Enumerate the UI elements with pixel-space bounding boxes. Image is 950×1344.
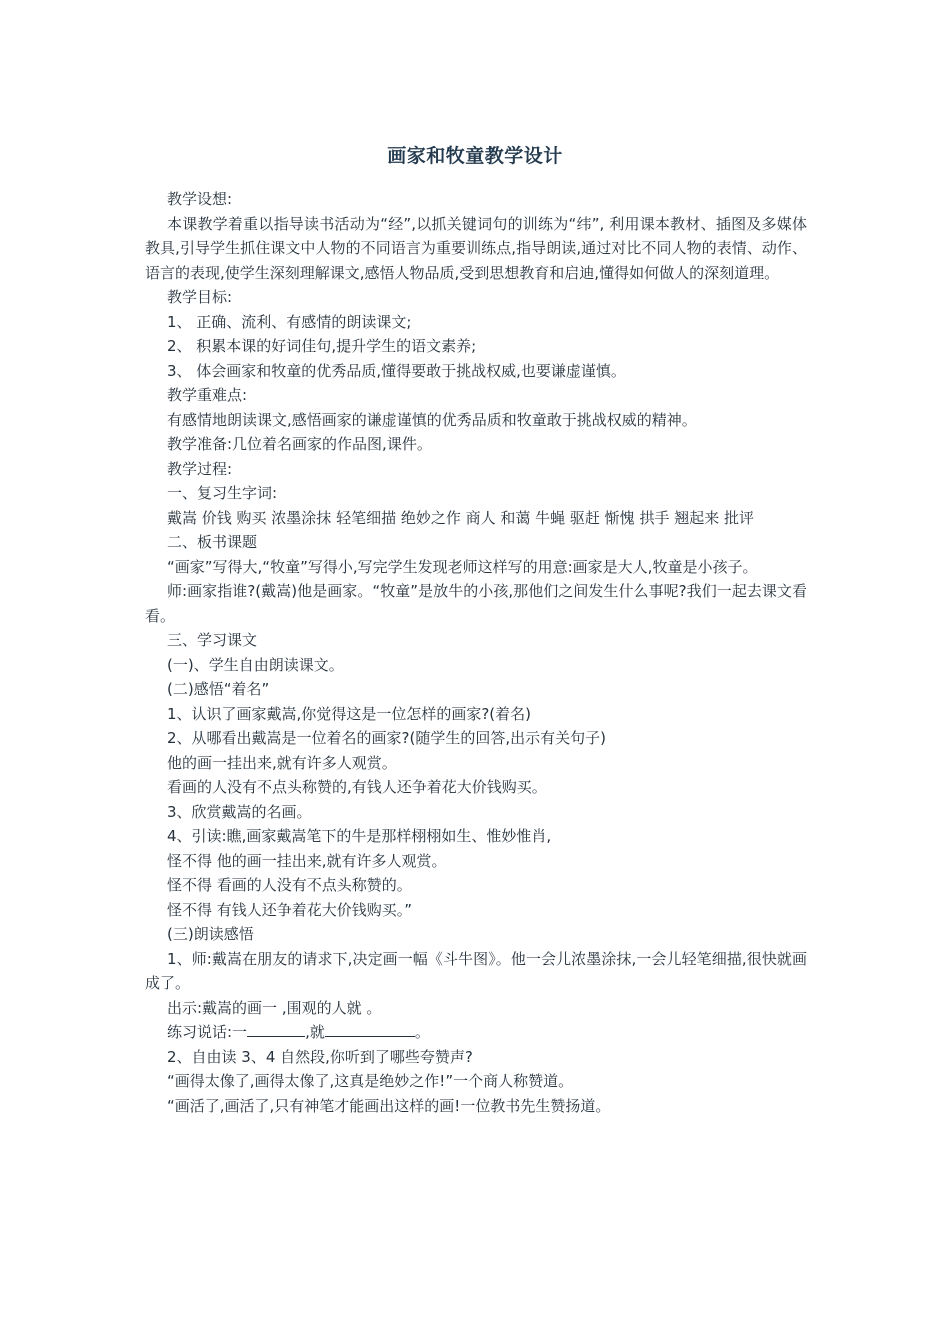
paragraph: “画活了,画活了,只有神笔才能画出这样的画!一位教书先生赞扬道。 bbox=[167, 1096, 611, 1115]
paragraph: 怪不得 有钱人还争着花大价钱购买。” bbox=[167, 900, 413, 919]
practice-text-c: 。 bbox=[414, 1023, 430, 1041]
paragraph: 他的画一挂出来,就有许多人观赏。 bbox=[167, 753, 397, 772]
document-body bbox=[145, 187, 807, 1118]
paragraph: 2、 积累本课的好词佳句,提升学生的语文素养; bbox=[167, 337, 477, 355]
practice-text-b: ,就 bbox=[305, 1023, 325, 1041]
fill-blank bbox=[247, 1022, 305, 1037]
paragraph: 3、 体会画家和牧童的优秀品质,懂得要敢于挑战权威,也要谦虚谨慎。 bbox=[167, 361, 626, 380]
paragraph: 1、认识了画家戴嵩,你觉得这是一位怎样的画家?(着名) bbox=[167, 704, 531, 723]
paragraph: 看画的人没有不点头称赞的,有钱人还争着花大价钱购买。 bbox=[167, 778, 547, 796]
paragraph: 4、引读:瞧,画家戴嵩笔下的牛是那样栩栩如生、惟妙惟肖, bbox=[167, 827, 552, 845]
paragraph: 二、板书课题 bbox=[167, 533, 258, 551]
paragraph: “画得太像了,画得太像了,这真是绝妙之作!”一个商人称赞道。 bbox=[167, 1072, 574, 1090]
practice-text-a: 练习说话:一 bbox=[167, 1023, 248, 1041]
paragraph: 出示:戴嵩的画一 ,围观的人就 。 bbox=[167, 998, 382, 1017]
document-title: 画家和牧童教学设计 bbox=[387, 145, 563, 167]
paragraph: 三、学习课文 bbox=[167, 631, 258, 649]
paragraph: (二)感悟“着名” bbox=[167, 680, 270, 698]
paragraph: 一、复习生字词: bbox=[167, 484, 278, 502]
paragraph: 教学重难点: bbox=[167, 386, 248, 404]
paragraph: 本课教学着重以指导读书活动为“经”,以抓关键词句的训练为“纬”, 利用课本教材、插图及多媒体教具,引导学生抓住课文中人物的不同语言为重要训练点,指导朗读,通过对比不同人物的表情、动作、语言的表现,使学生深刻理解课文,感悟人物品质,受到思想教育和启迪,懂得如何做人的深刻道理。 bbox=[145, 214, 807, 282]
paragraph: “画家”写得大,“牧童”写得小,写完学生发现老师这样写的用意:画家是大人,牧童是小孩子。 bbox=[167, 557, 758, 576]
paragraph: 师:画家指谁?(戴嵩)他是画家。“牧童”是放牛的小孩,那他们之间发生什么事呢?我们一起去课文看看。 bbox=[145, 582, 807, 625]
paragraph: 怪不得 看画的人没有不点头称赞的。 bbox=[167, 876, 412, 894]
paragraph: 1、 正确、流利、有感情的朗读课文; bbox=[167, 312, 412, 331]
paragraph: (三)朗读感悟 bbox=[167, 925, 254, 943]
paragraph: (一)、学生自由朗读课文。 bbox=[167, 655, 344, 674]
paragraph: 教学目标: bbox=[167, 288, 233, 306]
paragraph: 有感情地朗读课文,感悟画家的谦虚谨慎的优秀品质和牧童敢于挑战权威的精神。 bbox=[167, 410, 697, 429]
paragraph: 1、师:戴嵩在朋友的请求下,决定画一幅《斗牛图》。他一会儿浓墨涂抹,一会儿轻笔细描,很快就画成了。 bbox=[145, 949, 807, 992]
paragraph: 戴嵩 价钱 购买 浓墨涂抹 轻笔细描 绝妙之作 商人 和蔼 牛蝇 驱赶 惭愧 拱手 翘起来 批评 bbox=[167, 508, 754, 527]
fill-blank bbox=[325, 1022, 415, 1037]
paragraph: 3、欣赏戴嵩的名画。 bbox=[167, 802, 312, 821]
paragraph: 怪不得 他的画一挂出来,就有许多人观赏。 bbox=[167, 851, 447, 870]
paragraph: 教学准备:几位着名画家的作品图,课件。 bbox=[167, 435, 432, 453]
paragraph: 教学设想: bbox=[167, 190, 233, 208]
practice-line bbox=[145, 1020, 807, 1045]
paragraph: 2、自由读 3、4 自然段,你听到了哪些夸赞声? bbox=[167, 1047, 473, 1066]
paragraph: 教学过程: bbox=[167, 459, 233, 478]
paragraph: 2、从哪看出戴嵩是一位着名的画家?(随学生的回答,出示有关句子) bbox=[167, 729, 606, 747]
